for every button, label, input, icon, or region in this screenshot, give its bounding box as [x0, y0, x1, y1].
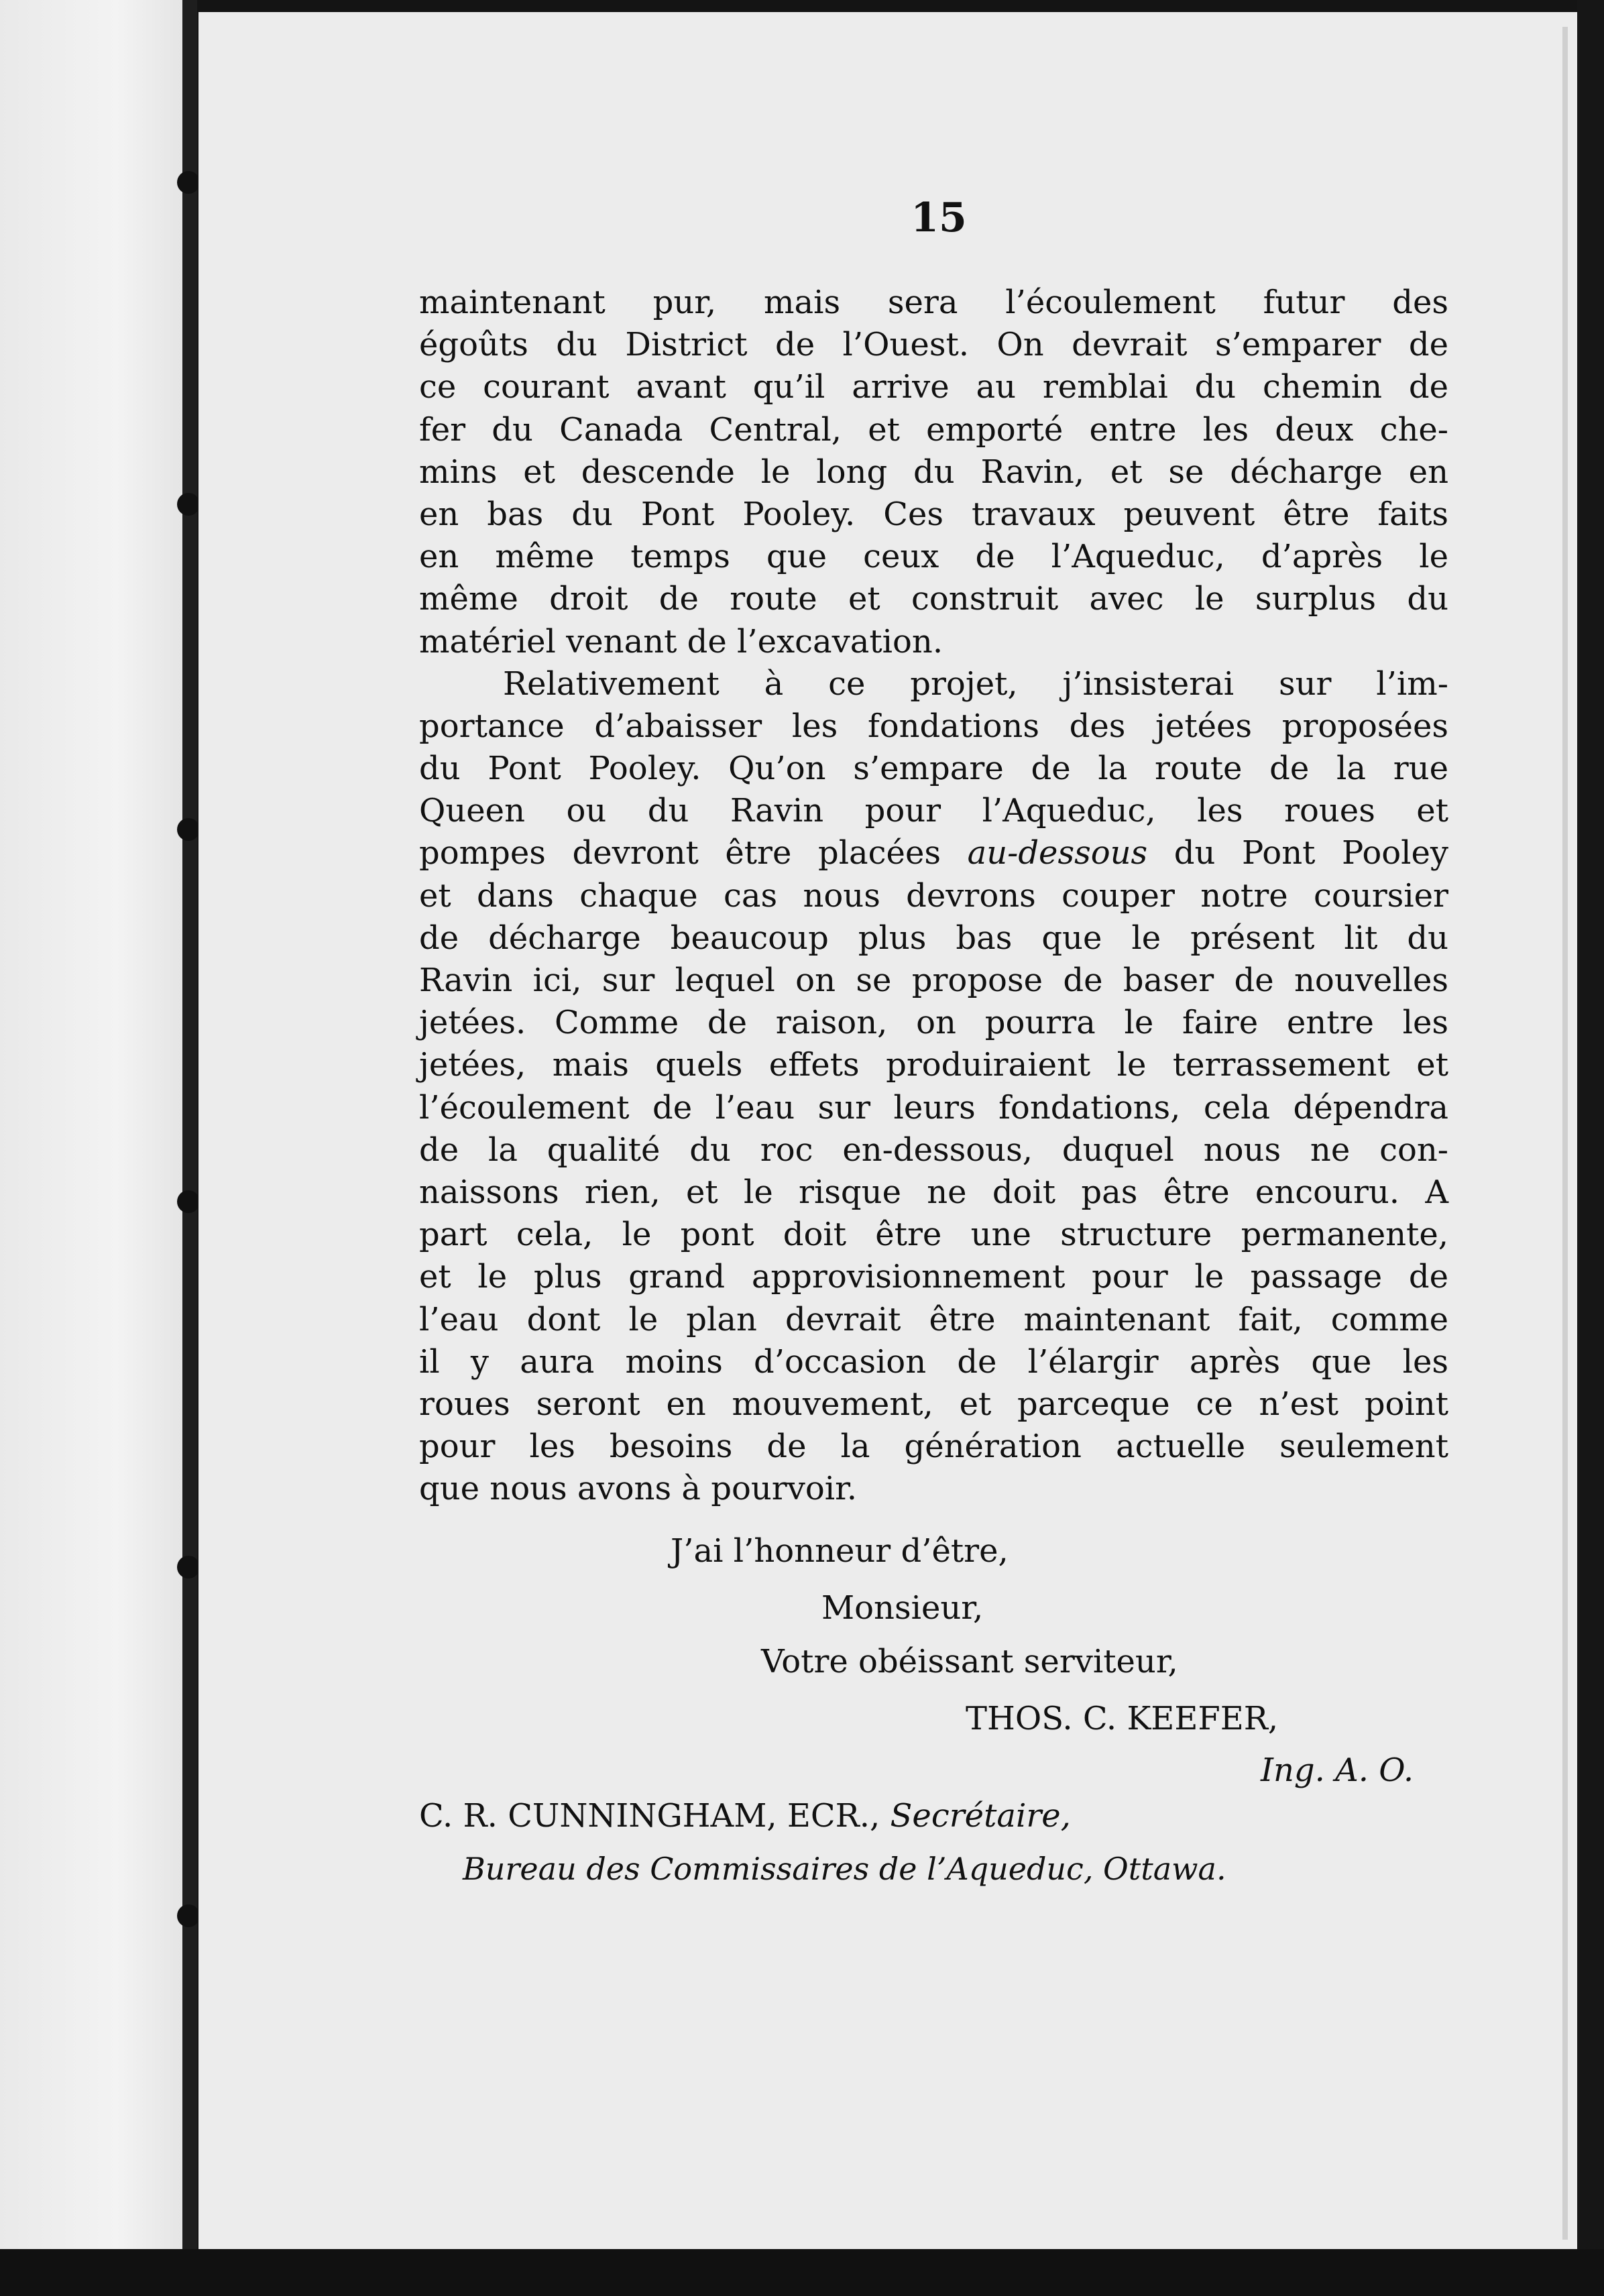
emphasis-text: au-dessous — [967, 834, 1148, 872]
letter-body — [419, 282, 1448, 1510]
body-line: et le plus grand approvisionnement pour le passage de — [419, 1258, 1448, 1296]
body-line: fer du Canada Central, et emporté entre les deux che- — [419, 410, 1448, 449]
addressee-name: C. R. CUNNINGHAM, ECR., — [419, 1797, 880, 1835]
body-text-run: pompes devront être placées — [419, 834, 968, 872]
page-edge-shadow — [1562, 27, 1568, 2240]
book-spine — [182, 0, 197, 2296]
signature-name: THOS. C. KEEFER, — [966, 1700, 1279, 1737]
body-line: de la qualité du roc en-dessous, duquel nous ne con- — [419, 1131, 1448, 1169]
closing-salutation: J’ai l’honneur d’être, — [671, 1532, 1009, 1570]
body-line: pour les besoins de la génération actuelle seulement — [419, 1428, 1448, 1466]
body-line: même droit de route et construit avec le surplus du — [419, 580, 1448, 618]
body-line: matériel venant de l’excavation. — [419, 622, 943, 661]
facing-page-margin — [0, 0, 194, 2296]
body-line: ce courant avant qu’il arrive au remblai du chemin de — [419, 368, 1448, 406]
addressee-office: Bureau des Commissaires de l’Aqueduc, Ottawa. — [463, 1851, 1226, 1887]
body-line: il y aura moins d’occasion de l’élargir après que les — [419, 1342, 1448, 1381]
body-line: jetées, mais quels effets produiraient le terrassement et — [419, 1046, 1448, 1084]
body-line: l’eau dont le plan devrait être maintenant fait, comme — [419, 1300, 1448, 1338]
body-line: part cela, le pont doit être une structure permanente, — [419, 1216, 1448, 1254]
body-line: que nous avons à pourvoir. — [419, 1470, 858, 1508]
body-line: roues seront en mouvement, et parceque ce n’est point — [419, 1385, 1448, 1423]
body-line: en même temps que ceux de l’Aqueduc, d’après le — [419, 538, 1448, 576]
scan-border-right — [1577, 0, 1604, 2296]
body-line: portance d’abaisser les fondations des jetées proposées — [419, 707, 1448, 745]
body-line: du Pont Pooley. Qu’on s’empare de la route de la rue — [419, 750, 1448, 788]
body-text-run: du Pont Pooley — [1147, 834, 1449, 872]
binding-mark — [177, 818, 200, 841]
binding-mark — [177, 493, 200, 516]
body-line: en bas du Pont Pooley. Ces travaux peuvent être faits — [419, 495, 1448, 533]
page-number: 15 — [911, 194, 967, 241]
closing-formula: Votre obéissant serviteur, — [761, 1643, 1178, 1680]
body-line: mins et descende le long du Ravin, et se décharge en — [419, 453, 1448, 491]
signature-title: Ing. A. O. — [1261, 1752, 1414, 1789]
binding-mark — [177, 1190, 200, 1213]
body-line: l’écoulement de l’eau sur leurs fondations, cela dépendra — [419, 1088, 1448, 1127]
body-line: Relativement à ce projet, j’insisterai sur l’im- — [503, 665, 1448, 703]
scan-border-bottom — [0, 2249, 1604, 2296]
body-line: Queen ou du Ravin pour l’Aqueduc, les roues et — [419, 792, 1448, 830]
body-line: naissons rien, et le risque ne doit pas être encouru. A — [419, 1173, 1448, 1211]
addressee-line — [419, 1797, 1071, 1835]
body-line: Ravin ici, sur lequel on se propose de baser de nouvelles — [419, 962, 1448, 999]
binding-mark — [177, 1904, 200, 1927]
addressee-role: Secrétaire, — [890, 1797, 1071, 1835]
binding-mark — [177, 1556, 200, 1578]
body-line: maintenant pur, mais sera l’écoulement futur des — [419, 284, 1448, 321]
binding-mark — [177, 171, 200, 194]
body-line-mixed — [419, 832, 1448, 874]
body-line: de décharge beaucoup plus bas que le présent lit du — [419, 919, 1448, 957]
body-line: égoûts du District de l’Ouest. On devrait s’emparer de — [419, 326, 1448, 364]
closing-address-term: Monsieur, — [821, 1589, 984, 1627]
body-line: jetées. Comme de raison, on pourra le faire entre les — [419, 1004, 1448, 1042]
body-line: et dans chaque cas nous devrons couper notre coursier — [419, 876, 1448, 915]
